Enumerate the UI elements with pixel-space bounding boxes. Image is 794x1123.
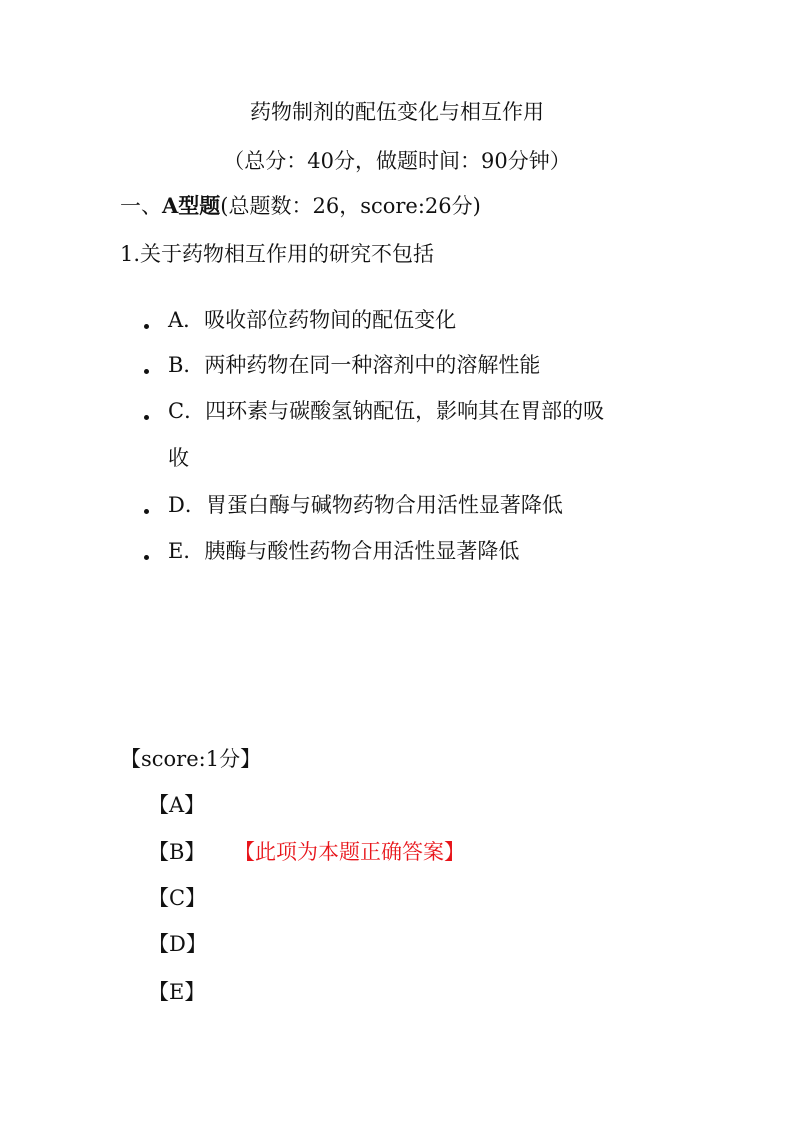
correct-answer-note: 【此项为本题正确答案】 [234, 840, 465, 864]
section-header [120, 192, 481, 220]
question-number: 1. [120, 242, 141, 266]
option-bullet [144, 415, 149, 420]
answer-option-a: 【A】 [148, 793, 206, 817]
question-stem [120, 240, 434, 268]
answer-option-d: 【D】 [148, 932, 207, 956]
option-bullet [144, 324, 149, 329]
answer-option-e: 【E】 [148, 980, 206, 1004]
option-b: B．两种药物在同一种溶剂中的溶解性能 [168, 353, 541, 377]
answer-option-b: 【B】 [148, 840, 206, 864]
section-meta: (总题数：26，score:26分) [220, 194, 481, 218]
section-prefix: 一、 [120, 194, 162, 218]
option-a: A．吸收部位药物间的配伍变化 [168, 308, 457, 332]
question-text: 关于药物相互作用的研究不包括 [140, 242, 435, 266]
option-e: E．胰酶与酸性药物合用活性显著降低 [168, 539, 520, 563]
option-d: D．胃蛋白酶与碱物药物合用活性显著降低 [168, 493, 563, 517]
option-c: C．四环素与碳酸氢钠配伍，影响其在胃部的吸 [168, 399, 605, 423]
section-name: A型题 [162, 193, 221, 218]
document-title: 药物制剂的配伍变化与相互作用 [250, 100, 544, 124]
answer-option-c: 【C】 [148, 886, 207, 910]
document-subtitle: （总分：40分，做题时间：90分钟） [223, 149, 571, 173]
option-bullet [144, 509, 149, 514]
option-c-continuation: 收 [168, 446, 189, 470]
option-bullet [144, 555, 149, 560]
answer-score: 【score:1分】 [120, 747, 262, 771]
option-bullet [144, 369, 149, 374]
